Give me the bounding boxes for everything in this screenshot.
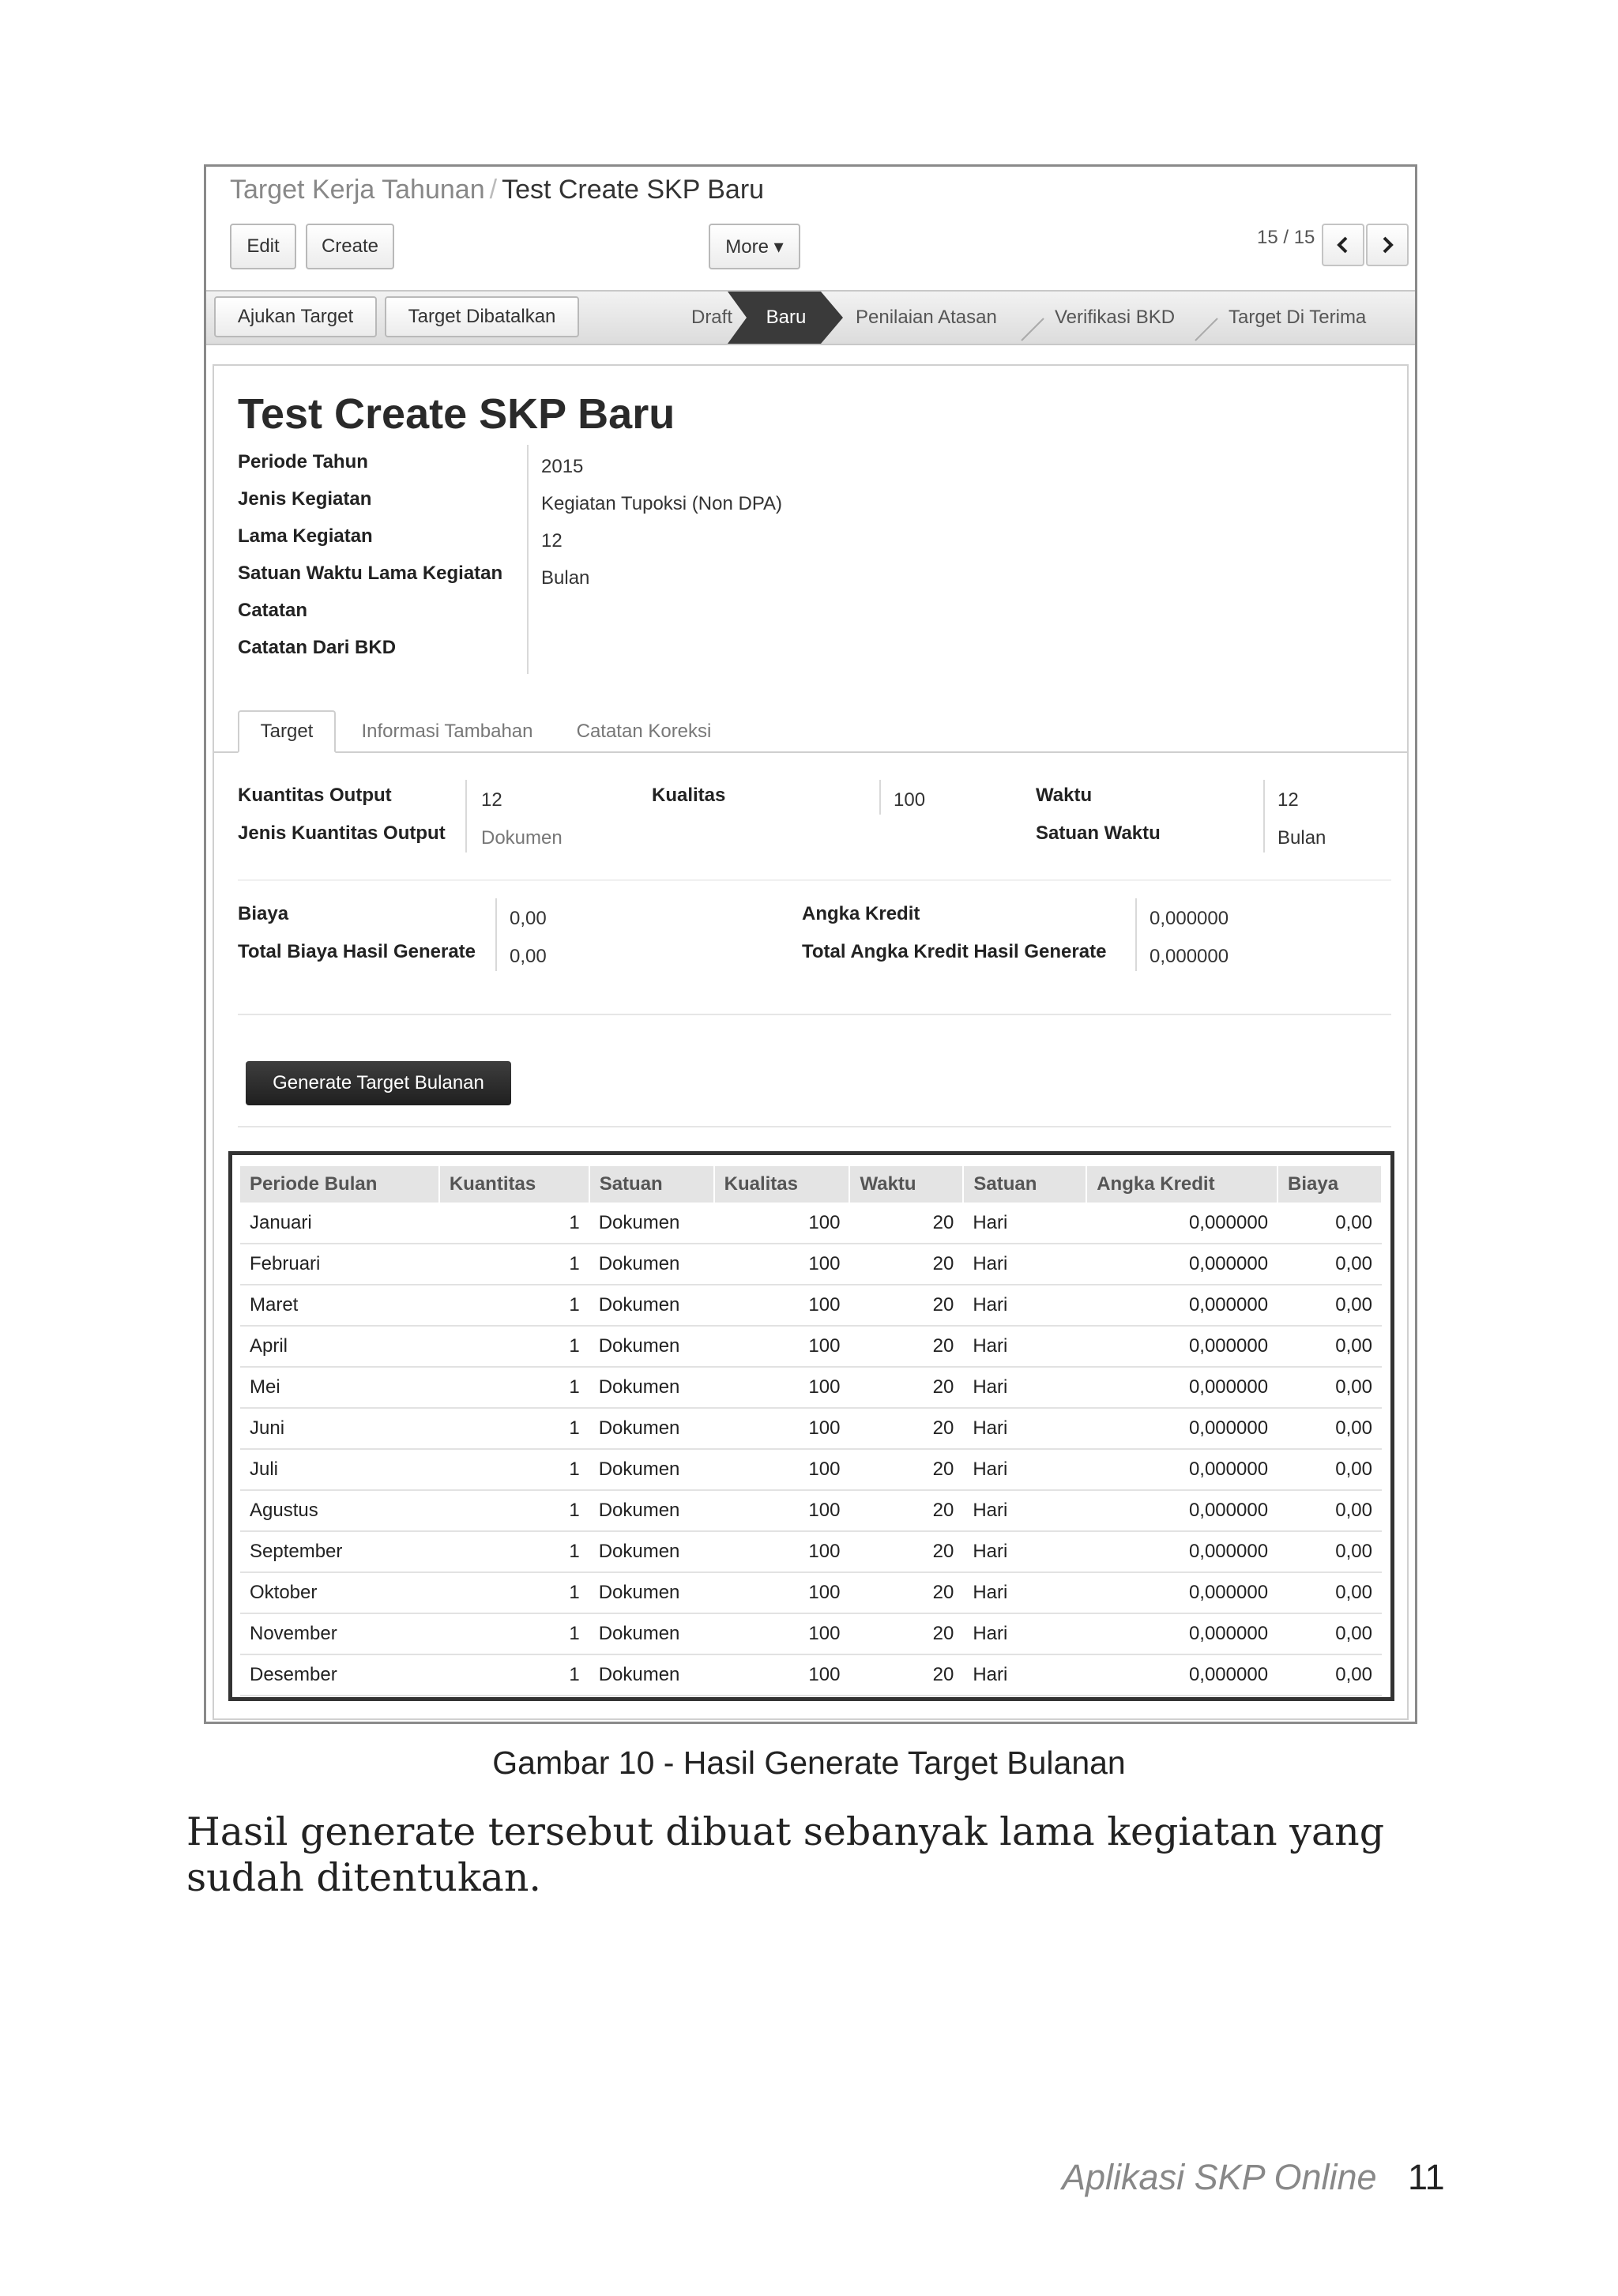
- next-record-button[interactable]: [1366, 224, 1409, 266]
- tab-informasi-tambahan[interactable]: Informasi Tambahan: [361, 721, 533, 742]
- field-divider: [1135, 898, 1137, 971]
- table-cell: 0,000000: [1086, 1326, 1277, 1367]
- field-label-catatan: Catatan: [238, 600, 308, 621]
- footer-book-title: Aplikasi SKP Online: [1062, 2157, 1377, 2197]
- table-cell: 1: [439, 1531, 589, 1572]
- table-row[interactable]: [240, 1326, 1382, 1367]
- table-cell: 100: [714, 1490, 850, 1531]
- stage-penilaian-atasan[interactable]: Penilaian Atasan: [856, 307, 997, 328]
- field-value-jenis-kegiatan: Kegiatan Tupoksi (Non DPA): [541, 493, 783, 514]
- table-cell: Agustus: [240, 1490, 439, 1531]
- page-number: 11: [1408, 2157, 1445, 2197]
- table-cell: 20: [849, 1244, 963, 1285]
- value-satuan-waktu: Bulan: [1277, 827, 1326, 849]
- table-cell: 0,000000: [1086, 1654, 1277, 1696]
- table-cell: Dokumen: [589, 1367, 714, 1408]
- value-waktu: 12: [1277, 789, 1299, 811]
- table-cell: 20: [849, 1285, 963, 1326]
- table-cell: Dokumen: [589, 1654, 714, 1696]
- table-cell: 0,000000: [1086, 1613, 1277, 1654]
- table-cell: Hari: [963, 1203, 1086, 1244]
- table-cell: Hari: [963, 1244, 1086, 1285]
- stage-divider-icon: [1192, 295, 1221, 342]
- value-biaya: 0,00: [510, 908, 547, 929]
- table-cell: 1: [439, 1449, 589, 1490]
- table-cell: 0,000000: [1086, 1572, 1277, 1613]
- monthly-target-table: [240, 1166, 1383, 1696]
- column-header[interactable]: Periode Bulan: [240, 1166, 439, 1203]
- table-cell: 0,000000: [1086, 1408, 1277, 1449]
- breadcrumb-separator: /: [489, 175, 498, 205]
- table-cell: 20: [849, 1326, 963, 1367]
- table-cell: 20: [849, 1203, 963, 1244]
- table-cell: 100: [714, 1531, 850, 1572]
- table-cell: 1: [439, 1654, 589, 1696]
- table-cell: Hari: [963, 1490, 1086, 1531]
- table-cell: 20: [849, 1449, 963, 1490]
- table-cell: 0,000000: [1086, 1449, 1277, 1490]
- label-biaya: Biaya: [238, 903, 289, 924]
- stage-target-di-terima[interactable]: Target Di Terima: [1229, 307, 1367, 328]
- table-cell: 20: [849, 1531, 963, 1572]
- table-cell: 0,00: [1277, 1244, 1382, 1285]
- table-row[interactable]: [240, 1613, 1382, 1654]
- column-header[interactable]: Kualitas: [714, 1166, 850, 1203]
- label-jenis-kuantitas-output: Jenis Kuantitas Output: [238, 822, 446, 844]
- table-cell: Januari: [240, 1203, 439, 1244]
- table-cell: Desember: [240, 1654, 439, 1696]
- column-header[interactable]: Biaya: [1277, 1166, 1382, 1203]
- target-dibatalkan-button[interactable]: Target Dibatalkan: [385, 296, 579, 337]
- table-cell: November: [240, 1613, 439, 1654]
- table-cell: Dokumen: [589, 1449, 714, 1490]
- pager-counter: 15 / 15: [1257, 227, 1315, 248]
- table-row[interactable]: [240, 1531, 1382, 1572]
- section-divider: [238, 1014, 1391, 1015]
- table-cell: 0,00: [1277, 1449, 1382, 1490]
- table-cell: Hari: [963, 1408, 1086, 1449]
- stage-baru[interactable]: Baru: [766, 307, 807, 328]
- table-cell: 0,00: [1277, 1490, 1382, 1531]
- stage-verifikasi-bkd[interactable]: Verifikasi BKD: [1055, 307, 1176, 328]
- monthly-target-table-frame: [228, 1151, 1394, 1701]
- table-cell: Hari: [963, 1449, 1086, 1490]
- label-satuan-waktu: Satuan Waktu: [1036, 822, 1161, 844]
- table-cell: Juli: [240, 1449, 439, 1490]
- breadcrumb-parent[interactable]: Target Kerja Tahunan: [230, 175, 485, 205]
- table-row[interactable]: [240, 1490, 1382, 1531]
- status-bar: [206, 290, 1415, 345]
- table-cell: 100: [714, 1449, 850, 1490]
- table-row[interactable]: [240, 1654, 1382, 1696]
- table-cell: 0,000000: [1086, 1285, 1277, 1326]
- table-cell: 20: [849, 1408, 963, 1449]
- table-cell: 100: [714, 1367, 850, 1408]
- table-row[interactable]: [240, 1285, 1382, 1326]
- field-label-catatan-bkd: Catatan Dari BKD: [238, 637, 397, 658]
- table-cell: Hari: [963, 1613, 1086, 1654]
- table-cell: 100: [714, 1613, 850, 1654]
- table-cell: 1: [439, 1203, 589, 1244]
- table-cell: Dokumen: [589, 1613, 714, 1654]
- generate-target-bulanan-button[interactable]: Generate Target Bulanan: [246, 1061, 511, 1105]
- table-cell: 100: [714, 1572, 850, 1613]
- value-kualitas: 100: [894, 789, 926, 811]
- table-cell: 1: [439, 1613, 589, 1654]
- table-cell: 1: [439, 1408, 589, 1449]
- table-cell: 0,00: [1277, 1326, 1382, 1367]
- table-row[interactable]: [240, 1203, 1382, 1244]
- field-label-periode-tahun: Periode Tahun: [238, 451, 368, 472]
- section-divider: [238, 879, 1391, 881]
- label-angka-kredit: Angka Kredit: [802, 903, 920, 924]
- column-header[interactable]: Angka Kredit: [1086, 1166, 1277, 1203]
- table-cell: 20: [849, 1367, 963, 1408]
- table-row[interactable]: [240, 1408, 1382, 1449]
- table-cell: September: [240, 1531, 439, 1572]
- screenshot-frame: [204, 164, 1417, 1724]
- table-cell: Maret: [240, 1285, 439, 1326]
- form-sheet: [213, 364, 1409, 1720]
- label-kuantitas-output: Kuantitas Output: [238, 785, 392, 806]
- figure-caption: Gambar 10 - Hasil Generate Target Bulanan: [492, 1745, 1126, 1781]
- table-cell: Juni: [240, 1408, 439, 1449]
- edit-button[interactable]: Edit: [230, 224, 296, 269]
- record-title: Test Create SKP Baru: [238, 390, 675, 438]
- value-total-angka-kredit: 0,000000: [1150, 946, 1229, 967]
- table-row[interactable]: [240, 1572, 1382, 1613]
- tab-target[interactable]: Target: [238, 710, 336, 753]
- table-row[interactable]: [240, 1367, 1382, 1408]
- table-cell: 0,00: [1277, 1367, 1382, 1408]
- table-cell: 1: [439, 1490, 589, 1531]
- table-cell: 0,00: [1277, 1285, 1382, 1326]
- table-cell: 100: [714, 1285, 850, 1326]
- section-divider: [238, 1126, 1391, 1127]
- table-cell: Mei: [240, 1367, 439, 1408]
- table-cell: 100: [714, 1654, 850, 1696]
- table-cell: Dokumen: [589, 1203, 714, 1244]
- table-cell: 0,000000: [1086, 1203, 1277, 1244]
- table-cell: 0,000000: [1086, 1367, 1277, 1408]
- value-angka-kredit: 0,000000: [1150, 908, 1229, 929]
- label-kualitas: Kualitas: [652, 785, 726, 806]
- table-cell: Dokumen: [589, 1572, 714, 1613]
- table-cell: Dokumen: [589, 1531, 714, 1572]
- table-cell: 100: [714, 1408, 850, 1449]
- more-button[interactable]: More ▾: [709, 224, 800, 269]
- table-header-row: [240, 1166, 1382, 1203]
- field-label-satuan-waktu: Satuan Waktu Lama Kegiatan: [238, 563, 503, 584]
- table-row[interactable]: [240, 1449, 1382, 1490]
- table-cell: 1: [439, 1367, 589, 1408]
- field-divider: [879, 780, 881, 815]
- table-cell: 100: [714, 1203, 850, 1244]
- table-cell: Hari: [963, 1285, 1086, 1326]
- label-total-biaya: Total Biaya Hasil Generate: [238, 941, 476, 962]
- table-cell: Februari: [240, 1244, 439, 1285]
- table-cell: 0,000000: [1086, 1531, 1277, 1572]
- table-cell: 100: [714, 1244, 850, 1285]
- table-cell: 0,00: [1277, 1531, 1382, 1572]
- tab-catatan-koreksi[interactable]: Catatan Koreksi: [576, 721, 712, 742]
- chevron-right-icon: [1379, 235, 1395, 254]
- table-cell: Dokumen: [589, 1326, 714, 1367]
- table-cell: Dokumen: [589, 1244, 714, 1285]
- table-cell: April: [240, 1326, 439, 1367]
- field-divider: [1263, 780, 1265, 853]
- table-cell: Hari: [963, 1367, 1086, 1408]
- table-cell: Hari: [963, 1531, 1086, 1572]
- body-paragraph: Hasil generate tersebut dibuat sebanyak lama kegiatan yang sudah ditentukan.: [186, 1809, 1385, 1900]
- table-cell: 1: [439, 1244, 589, 1285]
- table-cell: 0,00: [1277, 1203, 1382, 1244]
- value-total-biaya: 0,00: [510, 946, 547, 967]
- value-kuantitas-output: 12: [481, 789, 502, 811]
- prev-record-button[interactable]: [1322, 224, 1364, 266]
- column-header[interactable]: Kuantitas: [439, 1166, 589, 1203]
- table-cell: 0,00: [1277, 1572, 1382, 1613]
- column-header[interactable]: Satuan: [589, 1166, 714, 1203]
- table-cell: 0,000000: [1086, 1490, 1277, 1531]
- table-cell: 100: [714, 1326, 850, 1367]
- chevron-left-icon: [1335, 235, 1351, 254]
- ajukan-target-button[interactable]: Ajukan Target: [214, 296, 377, 337]
- table-cell: 1: [439, 1326, 589, 1367]
- field-value-satuan-waktu: Bulan: [541, 567, 590, 589]
- table-cell: 20: [849, 1613, 963, 1654]
- table-cell: 0,00: [1277, 1613, 1382, 1654]
- field-label-lama-kegiatan: Lama Kegiatan: [238, 525, 373, 547]
- value-jenis-kuantitas-output: Dokumen: [481, 827, 563, 849]
- table-row[interactable]: [240, 1244, 1382, 1285]
- table-cell: 0,00: [1277, 1408, 1382, 1449]
- table-cell: Hari: [963, 1326, 1086, 1367]
- column-header[interactable]: Waktu: [849, 1166, 963, 1203]
- table-cell: Hari: [963, 1654, 1086, 1696]
- stage-divider-icon: [1018, 295, 1047, 342]
- label-waktu: Waktu: [1036, 785, 1093, 806]
- stage-draft[interactable]: Draft: [690, 307, 732, 328]
- table-cell: 20: [849, 1490, 963, 1531]
- field-label-jenis-kegiatan: Jenis Kegiatan: [238, 488, 372, 510]
- label-total-angka-kredit: Total Angka Kredit Hasil Generate: [802, 941, 1107, 962]
- table-cell: Dokumen: [589, 1490, 714, 1531]
- table-cell: 1: [439, 1572, 589, 1613]
- field-value-lama-kegiatan: 12: [541, 530, 563, 551]
- table-cell: 0,00: [1277, 1654, 1382, 1696]
- create-button[interactable]: Create: [306, 224, 394, 269]
- table-cell: 20: [849, 1654, 963, 1696]
- field-divider: [527, 445, 529, 674]
- table-cell: Hari: [963, 1572, 1086, 1613]
- table-cell: Dokumen: [589, 1285, 714, 1326]
- table-cell: 1: [439, 1285, 589, 1326]
- field-divider: [465, 780, 467, 853]
- field-value-periode-tahun: 2015: [541, 456, 584, 477]
- table-cell: Oktober: [240, 1572, 439, 1613]
- breadcrumb: [230, 175, 764, 205]
- table-cell: 20: [849, 1572, 963, 1613]
- table-cell: 0,000000: [1086, 1244, 1277, 1285]
- column-header[interactable]: Satuan: [963, 1166, 1086, 1203]
- table-cell: Dokumen: [589, 1408, 714, 1449]
- field-divider: [495, 898, 497, 971]
- breadcrumb-current: Test Create SKP Baru: [502, 175, 765, 205]
